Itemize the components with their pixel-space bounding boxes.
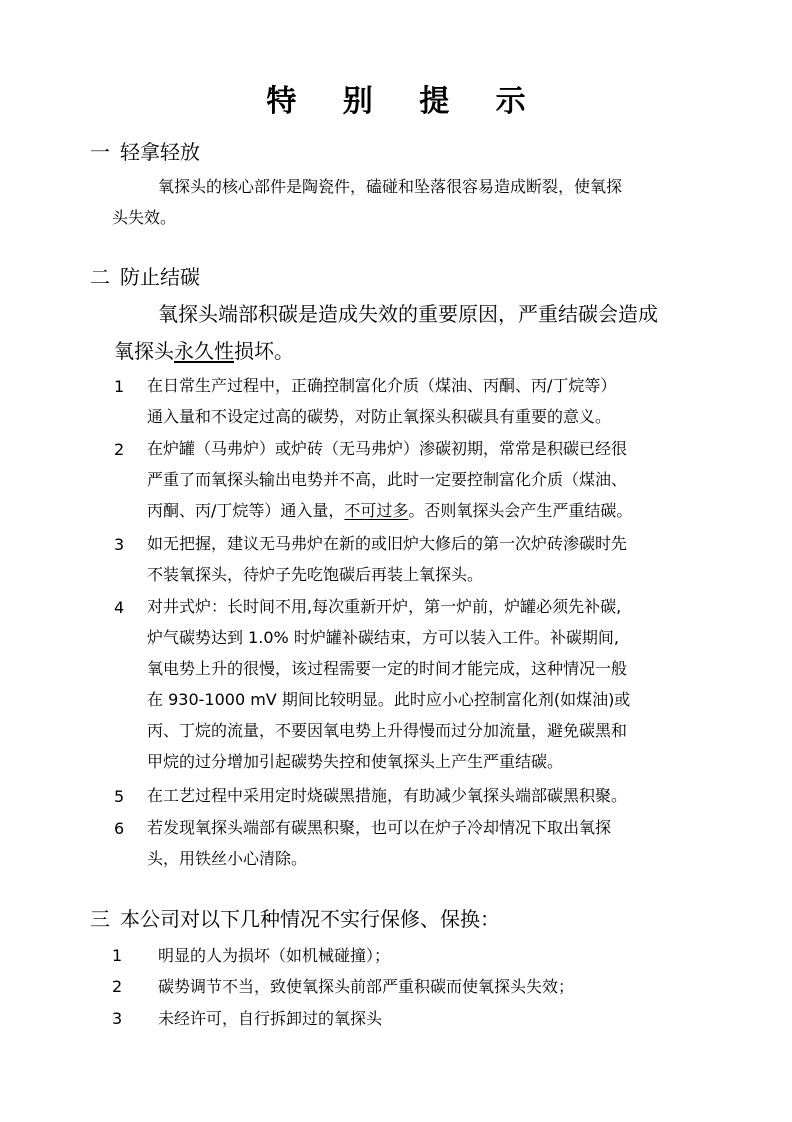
- item-6-text: [147, 812, 611, 874]
- s3-item-2-number: 2: [112, 977, 123, 996]
- item-3-number: 3: [114, 535, 125, 554]
- intro-text-underlined: 永久性: [174, 339, 234, 363]
- item-1-number: 1: [114, 377, 125, 396]
- item-2-line: [147, 495, 632, 526]
- section-3-title: 本公司对以下几种情况不实行保修、保换：: [120, 907, 500, 931]
- item-5-number: 5: [114, 787, 125, 806]
- section-1-number: 一: [90, 140, 110, 164]
- s3-item-1-text: 明显的人为损坏（如机械碰撞）；: [158, 946, 391, 965]
- item-4-number: 4: [114, 598, 125, 617]
- page-title: 特 别 提 示: [266, 84, 544, 119]
- section-1-title: 轻拿轻放: [120, 140, 200, 164]
- section-1-line-2: 头失效。: [112, 208, 177, 227]
- item-4-line: 在 930-1000 mV 期间比较明显。此时应小心控制富化剂(如煤油)或: [147, 690, 631, 709]
- section-3-number: 三: [90, 907, 110, 931]
- section-1-line-1: 氧探头的核心部件是陶瓷件，磕碰和坠落很容易造成断裂，使氧探: [158, 177, 623, 196]
- item-2-line: 严重了而氧探头输出电势并不高，此时一定要控制富化介质（煤油、: [147, 470, 628, 489]
- section-2-intro-line-2: [114, 333, 294, 369]
- item-6-number: 6: [114, 819, 125, 838]
- item-3-line: 如无把握，建议无马弗炉在新的或旧炉大修后的第一次炉砖渗碳时先: [147, 534, 628, 553]
- s3-item-1-number: 1: [112, 946, 123, 965]
- item-4-text: [147, 591, 630, 777]
- item-4-line: 对井式炉：长时间不用,每次重新开炉，第一炉前，炉罐必须先补碳,: [147, 597, 622, 616]
- item-2-line-3-post: 。否则氧探头会产生严重结碳。: [408, 501, 633, 520]
- item-1-text: [147, 370, 616, 432]
- item-2-line: 在炉罐（马弗炉）或炉砖（无马弗炉）渗碳初期，常常是积碳已经很: [147, 439, 628, 458]
- item-3-line: 不装氧探头，待炉子先吃饱碳后再装上氧探头。: [147, 565, 484, 584]
- intro-text-post: 损坏。: [234, 339, 294, 363]
- item-2-number: 2: [114, 440, 125, 459]
- item-3-text: [147, 528, 627, 590]
- item-4-line: 炉气碳势达到 1.0% 时炉罐补碳结束，方可以装入工件。补碳期间,: [147, 628, 619, 647]
- item-1-line: 在日常生产过程中，正确控制富化介质（煤油、丙酮、丙/丁烷等）: [147, 376, 617, 395]
- item-1-line: 通入量和不设定过高的碳势，对防止氧探头积碳具有重要的意义。: [147, 407, 612, 426]
- section-2-heading: [90, 263, 200, 291]
- item-6-line: 若发现氧探头端部有碳黑积聚，也可以在炉子冷却情况下取出氧探: [147, 818, 612, 837]
- item-5-text: [147, 780, 627, 811]
- section-2-title: 防止结碳: [120, 265, 200, 289]
- section-2-number: 二: [90, 265, 110, 289]
- item-2-line-3-underlined: 不可过多: [344, 501, 409, 520]
- s3-item-3-number: 3: [112, 1009, 123, 1028]
- item-4-line: 丙、丁烷的流量，不要因氧电势上升得慢而过分加流量，避免碳黑和: [147, 721, 628, 740]
- item-2-line-3-pre: 丙酮、丙/丁烷等）通入量，: [147, 501, 345, 520]
- section-2-intro-line-1: 氧探头端部积碳是造成失效的重要原因，严重结碳会造成: [158, 302, 658, 326]
- s3-item-2-text: 碳势调节不当，致使氧探头前部严重积碳而使氧探头失效；: [158, 977, 575, 996]
- item-6-line: 头，用铁丝小心清除。: [147, 849, 308, 868]
- s3-item-3-text: 未经许可，自行拆卸过的氧探头: [158, 1009, 383, 1028]
- item-4-line: 甲烷的过分增加引起碳势失控和使氧探头上产生严重结碳。: [147, 752, 564, 771]
- section-1-heading: [90, 138, 200, 166]
- intro-text-pre: 氧探头: [114, 339, 174, 363]
- section-3-heading: [90, 905, 500, 933]
- item-2-text: [147, 433, 632, 526]
- item-5-line: 在工艺过程中采用定时烧碳黑措施，有助减少氧探头端部碳黑积聚。: [147, 786, 628, 805]
- item-4-line: 氧电势上升的很慢，该过程需要一定的时间才能完成，这种情况一般: [147, 659, 628, 678]
